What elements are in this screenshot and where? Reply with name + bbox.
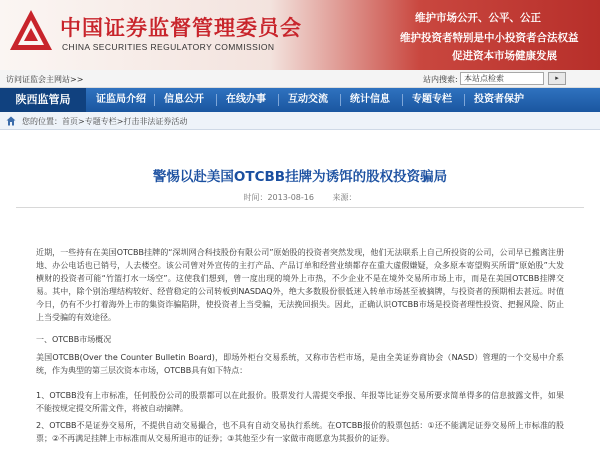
article-paragraph-4: 2、OTCBB不是证券交易所，不提供自动交易撮合，也不具有自动交易执行系统。在OTCBB报价的股票包括：①还不能满足证券交易所上市标准的股票；②不再满足挂牌上市标准而从交易所退市的证券；③其他至少有一家做市商愿意为其报价的证券。 <box>36 421 564 443</box>
nav-separator <box>154 94 155 106</box>
nav-separator <box>402 94 403 106</box>
search-label: 站内搜索: <box>423 75 458 84</box>
nav-item-topics[interactable]: 专题专栏 <box>412 94 452 105</box>
nav-item-intro[interactable]: 证监局介绍 <box>96 94 146 105</box>
csrc-logo-icon <box>8 8 54 54</box>
nav-item-interaction[interactable]: 互动交流 <box>288 94 328 105</box>
nav-separator <box>216 94 217 106</box>
nav-item-statistics[interactable]: 统计信息 <box>350 94 390 105</box>
main-site-link[interactable]: 访问证监会主网站>> <box>6 75 84 84</box>
nav-home[interactable]: 陕西监管局 <box>0 88 86 112</box>
slogan-3: 促进资本市场健康发展 <box>452 50 557 62</box>
article-paragraph-1: 近期，一些持有在美国OTCBB挂牌的“深圳网合科技股份有限公司”原始股的投资者突然发现，他们无法联系上自己所投资的公司，公司早已搬离注册地、办公电话也已销号，人去楼空。该公司曾对外宣传的主打产品、产品订单和经营业绩都存在重大虚假嫌疑，众多原本寄望购买所谓“原始股”大发横财的投资者可能“竹篮打水一场空”。这使我们想到，曾一度出现的境外上市热，不少企业不是在境外交易所市场上市，而是在美国OTCBB挂牌交易。其中，除个别治理结构较好、经营稳定的公司转板到NASDAQ外，绝大多数股份很低迷入转单市场甚至被摘牌，与投资者的预期相去甚远。时值今日，仍有不少打着海外上市的集资诈骗陷阱，使投资者上当受骗，无法挽回损失。因此，正确认识OTCBB市场是投资者理性投资、把握风险、防止上当受骗的有效途径。 <box>36 248 564 322</box>
search-input[interactable] <box>460 72 544 85</box>
article-meta <box>0 192 600 203</box>
nav-item-disclosure[interactable]: 信息公开 <box>164 94 204 105</box>
divider <box>16 207 584 208</box>
nav-item-investor-protection[interactable]: 投资者保护 <box>474 94 524 105</box>
article-time: 时间：2013-08-16 <box>243 193 314 202</box>
nav-separator <box>278 94 279 106</box>
main-nav <box>0 88 600 112</box>
top-utility-bar <box>0 70 600 88</box>
breadcrumb <box>0 112 600 130</box>
article-title: 警惕以赴美国OTCBB挂牌为诱饵的股权投资骗局 <box>152 169 448 185</box>
slogan-1: 维护市场公开、公平、公正 <box>415 12 541 24</box>
nav-separator <box>464 94 465 106</box>
header-banner <box>0 0 600 70</box>
search-button[interactable]: ▸ <box>548 72 566 85</box>
article-section-heading: 一、OTCBB市场概况 <box>36 335 112 344</box>
nav-item-online-service[interactable]: 在线办事 <box>226 94 266 105</box>
article-source: 来源： <box>332 193 357 202</box>
home-icon <box>6 116 16 126</box>
site-title-en: CHINA SECURITIES REGULATORY COMMISSION <box>62 42 275 52</box>
nav-separator <box>340 94 341 106</box>
article-paragraph-2: 美国OTCBB(Over the Counter Bulletin Board)，即场外柜台交易系统，又称市告栏市场，是由全美证券商协会（NASD）管理的一个交易中介系统，作为典型的第三层次资本市场，OTCBB具有如下特点： <box>36 353 564 375</box>
breadcrumb-text[interactable]: 您的位置：首页>专题专栏>打击非法证券活动 <box>22 117 188 126</box>
site-title-cn: 中国证券监督管理委员会 <box>60 15 302 40</box>
slogan-2: 维护投资者特别是中小投资者合法权益 <box>400 32 579 44</box>
article-paragraph-3: 1、OTCBB没有上市标准，任何股份公司的股票都可以在此报价。股票发行人需提交季报、年报等比证券交易所要求简单得多的信息披露文件，如果不能按规定提交所需文件，将被自动摘牌。 <box>36 391 564 413</box>
